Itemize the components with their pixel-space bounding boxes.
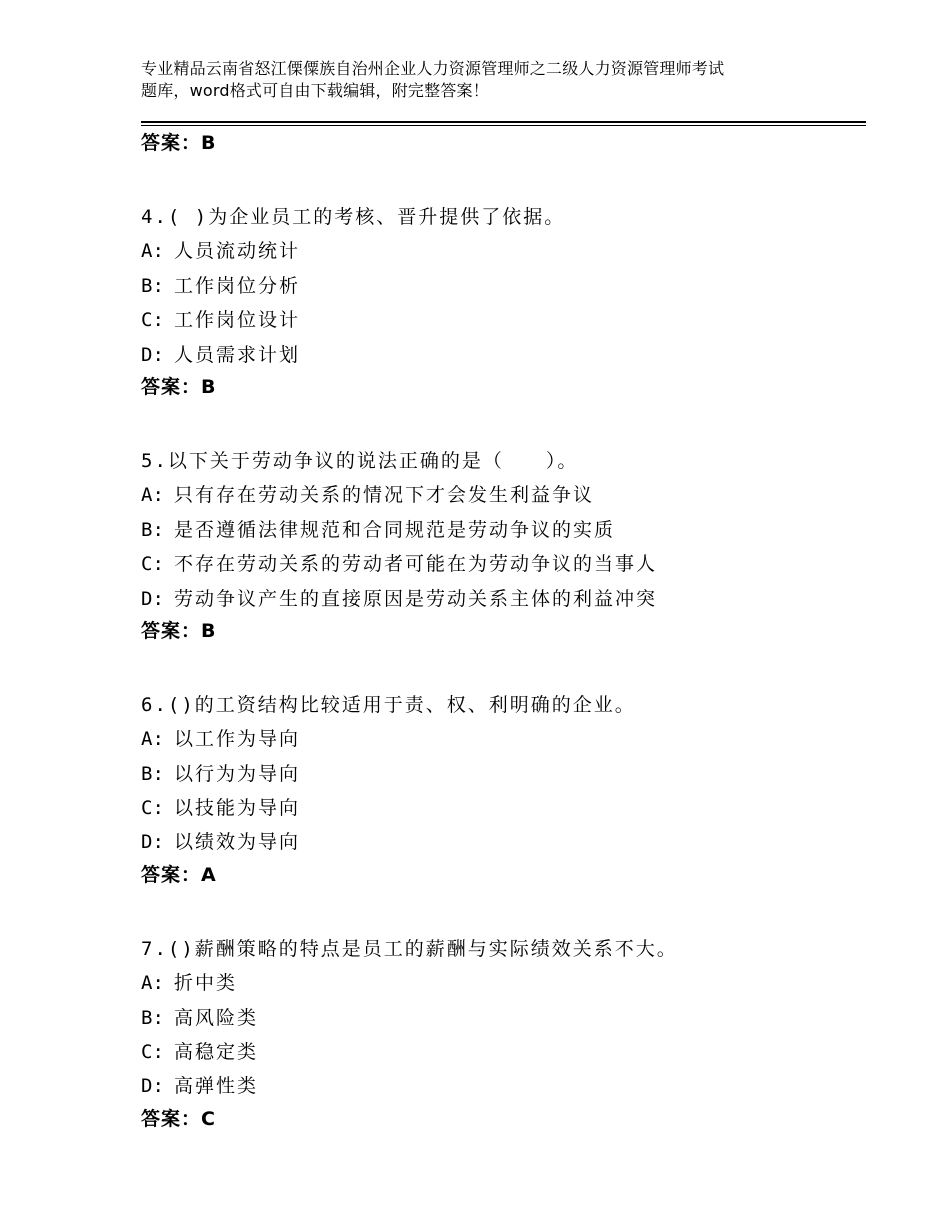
option-b	[141, 513, 861, 547]
option-text: 以行为为导向	[174, 762, 301, 785]
header-divider-thin	[141, 125, 866, 126]
option-b	[141, 269, 861, 303]
option-a	[141, 478, 861, 512]
option-text: 工作岗位分析	[174, 274, 301, 297]
document-body	[141, 128, 861, 1134]
option-a	[141, 722, 861, 756]
option-text: 不存在劳动关系的劳动者可能在为劳动争议的当事人	[174, 553, 658, 576]
question-5	[141, 444, 861, 646]
option-text: 以工作为导向	[174, 728, 301, 751]
option-text: 工作岗位设计	[174, 309, 301, 332]
option-text: 以绩效为导向	[174, 831, 301, 854]
option-c	[141, 791, 861, 825]
header-divider-thick	[141, 121, 866, 123]
option-c	[141, 547, 861, 581]
question-answer: 答案：C	[141, 1107, 216, 1130]
option-text: 高弹性类	[174, 1075, 259, 1098]
option-text: 只有存在劳动关系的情况下才会发生利益争议	[174, 484, 595, 507]
question-stem: 4.( )为企业员工的考核、晋升提供了依据。	[141, 206, 566, 228]
page-header	[141, 58, 841, 102]
option-key: D:	[141, 1075, 164, 1098]
question-6	[141, 688, 861, 890]
option-key: A:	[141, 240, 164, 263]
option-key: D:	[141, 831, 164, 854]
question-answer: 答案：B	[141, 619, 217, 642]
option-key: C:	[141, 309, 164, 332]
question-stem: 6.()的工资结构比较适用于责、权、利明确的企业。	[141, 693, 636, 716]
option-a	[141, 966, 861, 1000]
option-d	[141, 338, 861, 372]
option-d	[141, 582, 861, 616]
previous-question-answer: 答案：B	[141, 132, 217, 154]
option-c	[141, 1035, 861, 1069]
option-text: 劳动争议产生的直接原因是劳动关系主体的利益冲突	[174, 587, 658, 610]
header-title-line-1: 专业精品云南省怒江傈僳族自治州企业人力资源管理师之二级人力资源管理师考试	[141, 59, 725, 78]
option-key: C:	[141, 1041, 164, 1064]
option-d	[141, 825, 861, 859]
option-key: D:	[141, 587, 164, 610]
option-text: 以技能为导向	[174, 797, 301, 820]
option-key: A:	[141, 728, 164, 751]
option-key: D:	[141, 343, 164, 366]
option-text: 人员流动统计	[174, 240, 301, 263]
option-text: 高稳定类	[174, 1041, 259, 1064]
option-key: B:	[141, 1006, 164, 1029]
option-key: C:	[141, 553, 164, 576]
option-text: 折中类	[174, 972, 238, 995]
question-4	[141, 200, 861, 402]
option-text: 人员需求计划	[174, 343, 301, 366]
header-title-line-2: 题库，word格式可自由下载编辑，附完整答案！	[141, 81, 489, 100]
option-a	[141, 234, 861, 268]
option-text: 高风险类	[174, 1006, 259, 1029]
question-answer: 答案：A	[141, 863, 217, 886]
question-answer: 答案：B	[141, 375, 217, 398]
option-key: B:	[141, 274, 164, 297]
option-text: 是否遵循法律规范和合同规范是劳动争议的实质	[174, 518, 616, 541]
option-b	[141, 757, 861, 791]
question-stem: 5.以下关于劳动争议的说法正确的是（ ）。	[141, 449, 579, 472]
option-b	[141, 1001, 861, 1035]
option-key: A:	[141, 972, 164, 995]
option-d	[141, 1069, 861, 1103]
option-key: C:	[141, 797, 164, 820]
option-key: B:	[141, 762, 164, 785]
question-stem: 7.()薪酬策略的特点是员工的薪酬与实际绩效关系不大。	[141, 937, 678, 960]
question-7	[141, 932, 861, 1134]
option-key: A:	[141, 484, 164, 507]
option-key: B:	[141, 518, 164, 541]
option-c	[141, 303, 861, 337]
